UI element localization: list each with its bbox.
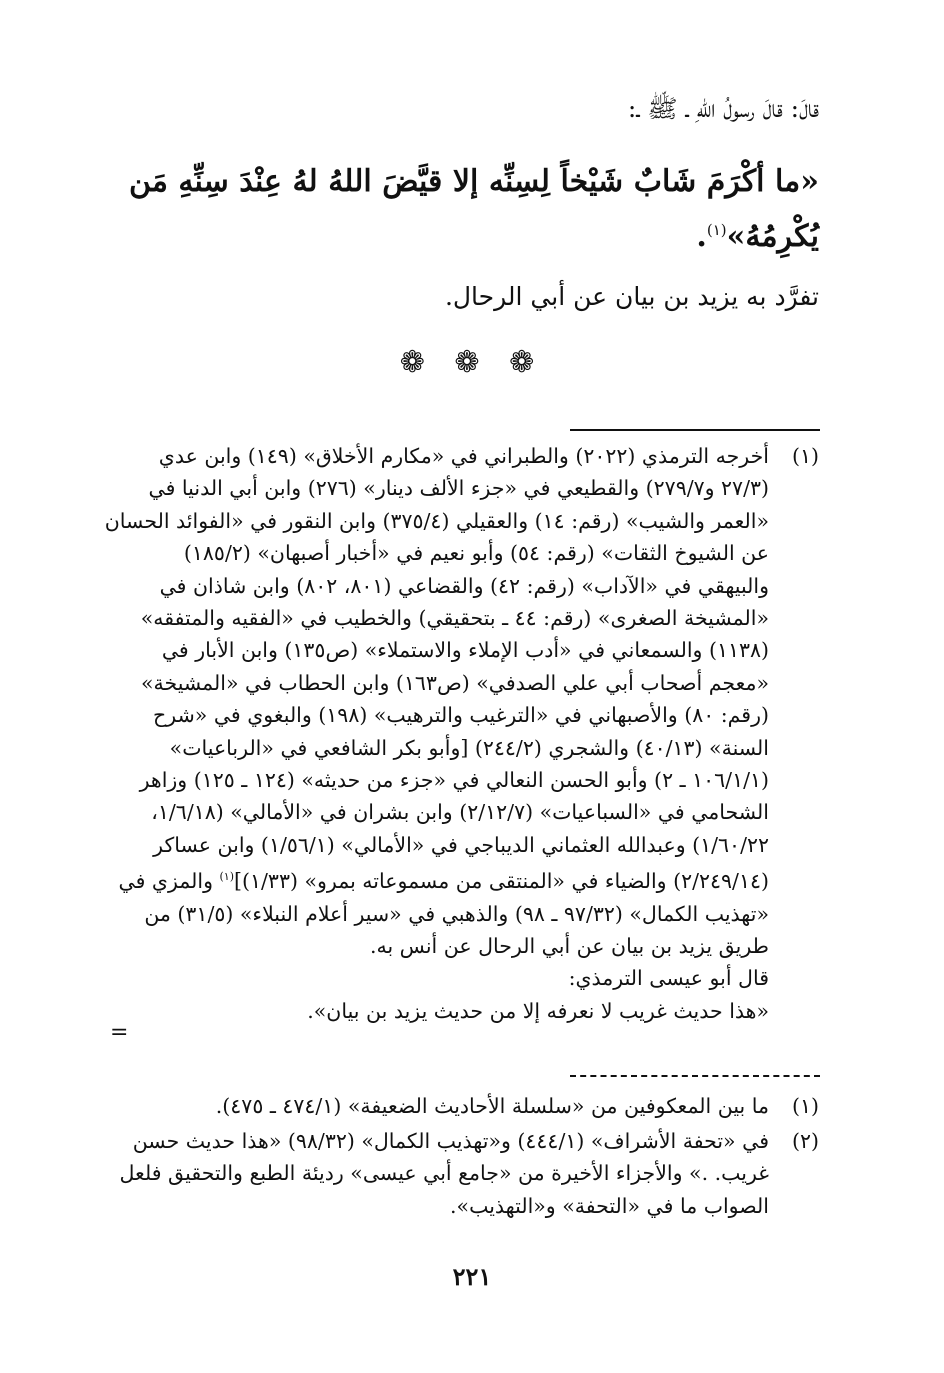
footnote-number: (١) — [791, 444, 819, 468]
sub-footnote-divider — [570, 1075, 820, 1077]
hadith-footnote-ref: (١) — [706, 221, 727, 239]
footnote-line — [118, 861, 769, 897]
footnote-line: والبيهقي في «الآداب» (رقم: ٤٢) والقضاعي (٨٠١، ٨٠٢) وابن شاذان في — [159, 573, 769, 598]
footnote-line: «العمر والشيب» (رقم: ١٤) والعقيلي (٣٧٥/٤) وابن النقور في «الفوائد الحسان — [104, 508, 769, 533]
footnote-line: «هذا حديث غريب لا نعرفه إلا من حديث يزيد بن بيان». — [307, 998, 769, 1023]
footnote-line: في «تحفة الأشراف» (٤٤٤/١) و«تهذيب الكمال» (٩٨/٣٢) «هذا حديث حسن — [132, 1129, 769, 1153]
footnote-line: قال أبو عيسى الترمذي: — [568, 966, 769, 991]
footnote-body — [129, 1090, 769, 1122]
page-number: ٢٢١ — [452, 1262, 492, 1291]
footnote-1 — [104, 440, 819, 1027]
intro-text: قالَ: قالَ رسولُ اللهِ ـ ﷺ ـ: — [627, 94, 819, 123]
footnote-line: عن الشيوخ الثقات» (رقم: ٥٤) وأبو نعيم في «أخبار أصبهان» (١٨٥/٢) — [183, 541, 769, 566]
footnote-line: ما بين المعكوفين من «سلسلة الأحاديث الضعيفة» (٤٧٤/١ ـ ٤٧٥). — [215, 1094, 769, 1118]
footnote-line: (٢٧/٣ و٢٧٩/٧) والقطيعي في «جزء الألف دينار» (٢٧٦) وابن أبي الدنيا في — [148, 476, 769, 501]
footnote-number: (٢) — [791, 1129, 819, 1153]
footnote-line: (١١٣٨) والسمعاني في «أدب الإملاء والاستملاء» (ص١٣٥) وابن الأبار في — [161, 638, 769, 663]
footnote-line: «تهذيب الكمال» (٩٧/٣٢ ـ ٩٨) والذهبي في «سير أعلام النبلاء» (٣١/٥) من — [144, 901, 769, 926]
footnote-line-tail: والمزي في — [118, 869, 213, 894]
footnote-line: (١٠٦/١/١ ـ ٢) وأبو الحسن النعالي في «جزء من حديثه» (١٢٤ ـ ١٢٥) وزاهر — [139, 768, 769, 793]
footnote-line: «معجم أصحاب أبي علي الصدفي» (ص١٦٣) وابن الحطاب في «المشيخة» — [140, 670, 769, 695]
narration-note: تفرَّد به يزيد بن بيان عن أبي الرحال. — [444, 282, 819, 311]
hadith-text: «ما أكْرَمَ شَابٌ شَيْخاً لِسِنِّه إلا قيَّضَ اللهُ لهُ عِنْدَ سِنِّهِ مَن يُكْرِمُهُ»$^{(١)}$. — [129, 164, 819, 254]
footnote-divider — [570, 429, 820, 431]
footnote-line: أخرجه الترمذي (٢٠٢٢) والطبراني في «مكارم الأخلاق» (١٤٩) وابن عدي — [158, 444, 769, 468]
sub-footnote-1 — [129, 1090, 819, 1122]
footnote-line: الصواب ما في «التحفة» و«التهذيب». — [450, 1193, 769, 1218]
footnote-line: طريق يزيد بن بيان عن أبي الرحال عن أنس به. — [369, 933, 769, 958]
footnote-body — [119, 1125, 769, 1222]
footnote-line: غريب. .» والأجزاء الأخيرة من «جامع أبي عيسى» رديئة الطبع والتحقيق فلعل — [119, 1161, 769, 1186]
sub-footnote-2 — [119, 1125, 819, 1222]
footnote-line: ١/٦٠/٢٢) وعبدالله العثماني الديباجي في «الأمالي» (١/٥٦/١) وابن عساكر — [153, 832, 769, 857]
separator-stars-icon: ❁ ❁ ❁ — [399, 345, 545, 380]
footnote-line: الشحامي في «السباعيات» (٢/١٢/٧) وابن بشران في «الأمالي» (١/٦/١٨، — [151, 800, 769, 825]
footnote-line: (رقم: ٨٠) والأصبهاني في «الترغيب والترهيب» (١٩٨) والبغوي في «شرح — [153, 703, 769, 728]
hadith-body: «ما أكْرَمَ شَابٌ شَيْخاً لِسِنِّه إلا قيَّضَ اللهُ لهُ عِنْدَ سِنِّهِ مَن يُكْرِمُهُ» — [129, 164, 819, 254]
footnote-line-text: (٢/٢٤٩/١٤) والضياء في «المنتقى من مسموعاته بمرو» (١/٣٣)] — [234, 869, 769, 894]
inline-footnote-ref: (١) — [219, 870, 235, 884]
footnote-body — [104, 440, 769, 1027]
footnote-line: السنة» (٤٠/١٣) والشجري (٢٤٤/٢) [وأبو بكر الشافعي في «الرباعيات» — [169, 735, 769, 760]
continuation-mark: = — [110, 1020, 129, 1045]
footnote-line: «المشيخة الصغرى» (رقم: ٤٤ ـ بتحقيقي) والخطيب في «الفقيه والمتفقه» — [140, 606, 769, 631]
footnote-number: (١) — [791, 1094, 819, 1118]
